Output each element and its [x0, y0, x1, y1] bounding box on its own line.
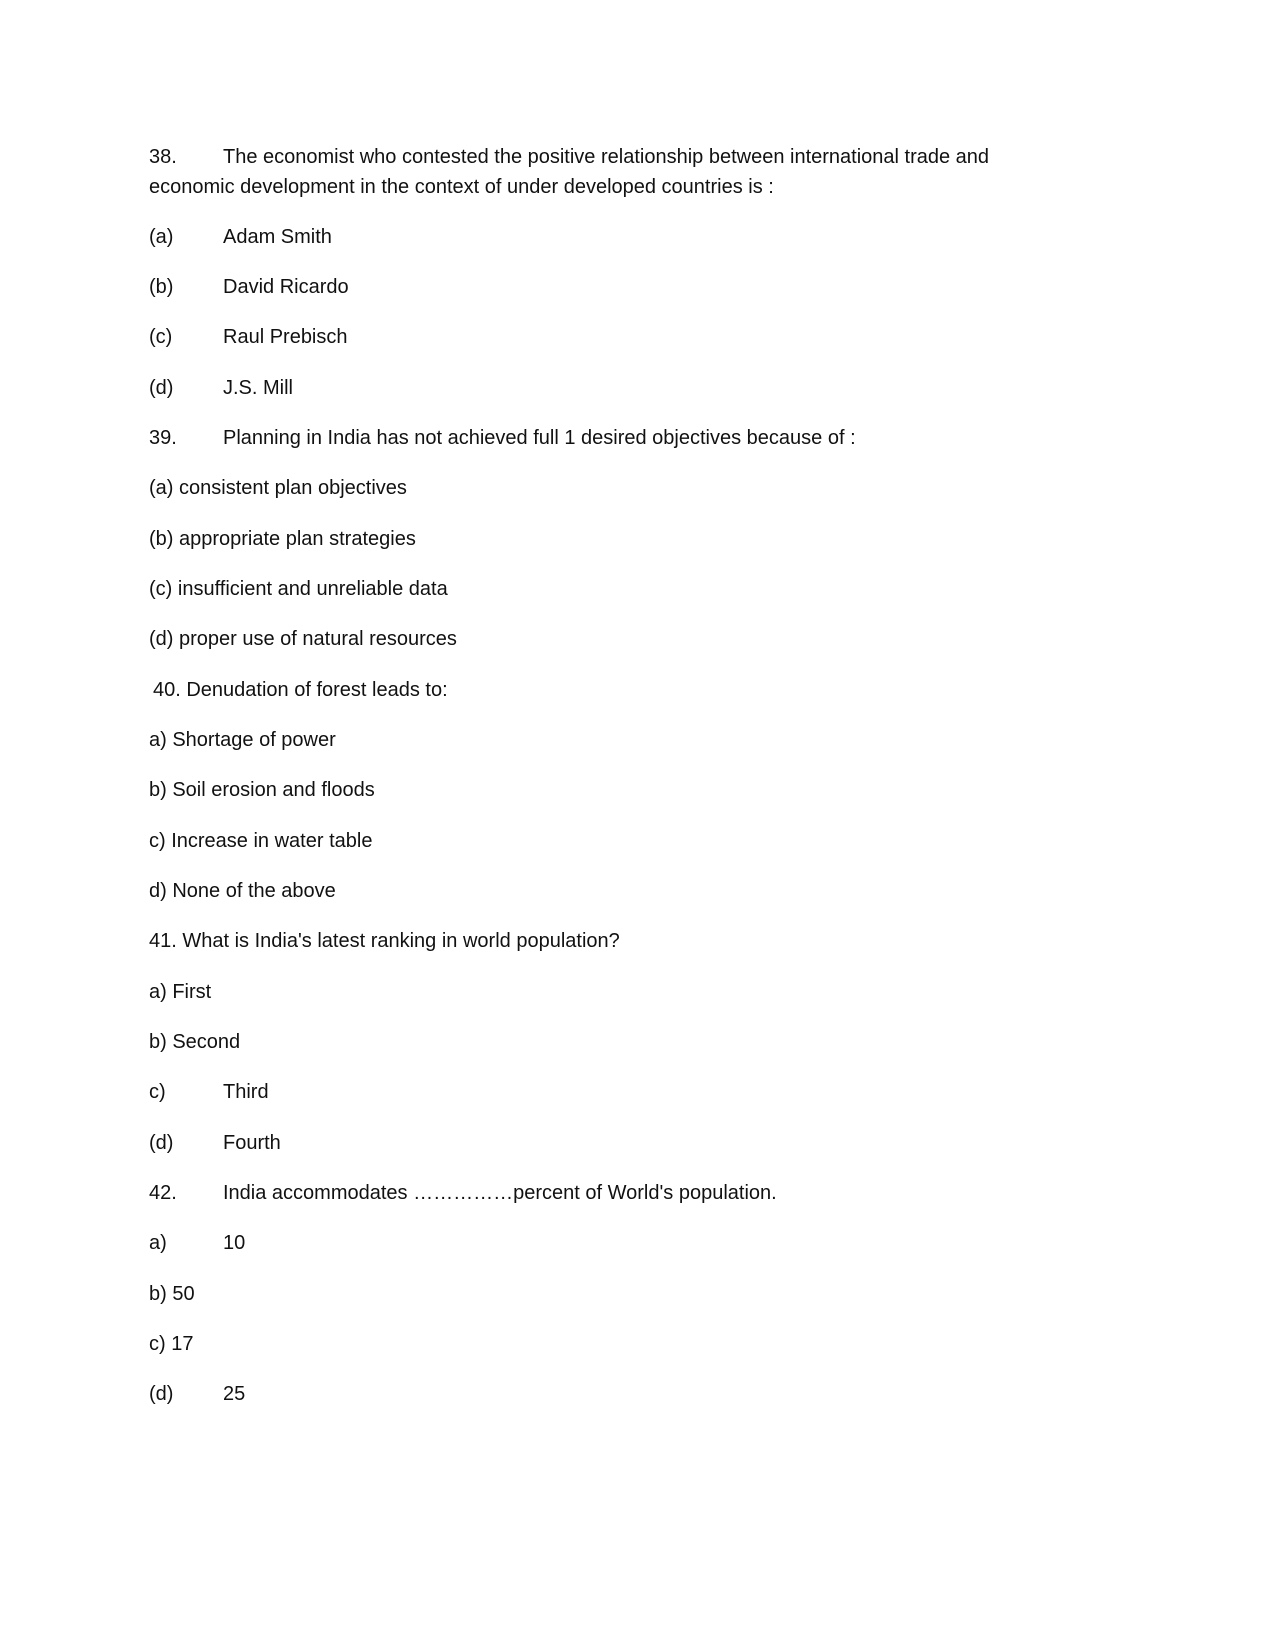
question-39: [149, 424, 856, 452]
question-42-number: 42.: [149, 1182, 177, 1204]
question-39-text: Planning in India has not achieved full 1 desired objectives because of :: [223, 427, 856, 449]
option-label: a): [149, 1232, 167, 1254]
option-label: (d): [149, 1383, 174, 1405]
option-text: 25: [223, 1383, 246, 1405]
question-40-option-c: c) Increase in water table: [149, 830, 373, 852]
question-40-text: 40. Denudation of forest leads to:: [153, 679, 448, 701]
question-38-option-a: [149, 223, 332, 251]
question-41-option-a: a) First: [149, 981, 212, 1003]
question-41-option-c: [149, 1078, 269, 1106]
question-42-option-d: [149, 1380, 245, 1408]
option-text: Third: [223, 1081, 269, 1103]
question-41-option-d: [149, 1129, 281, 1157]
question-42-option-b: b) 50: [149, 1283, 195, 1305]
question-40-option-a: a) Shortage of power: [149, 729, 336, 751]
question-39-option-b: (b) appropriate plan strategies: [149, 528, 416, 550]
option-label: (d): [149, 377, 174, 399]
option-text: David Ricardo: [223, 276, 349, 298]
question-38-option-c: [149, 323, 348, 351]
option-label: (a): [149, 226, 174, 248]
question-39-option-c: (c) insufficient and unreliable data: [149, 578, 448, 600]
question-42-option-a: [149, 1229, 245, 1257]
option-text: J.S. Mill: [223, 377, 293, 399]
question-38-number: 38.: [149, 146, 177, 168]
option-label: (c): [149, 326, 173, 348]
question-38-option-d: [149, 374, 293, 402]
option-text: 10: [223, 1232, 246, 1254]
option-label: c): [149, 1081, 166, 1103]
question-38-line1: [149, 143, 989, 171]
question-39-option-a: (a) consistent plan objectives: [149, 477, 407, 499]
question-41-text: 41. What is India's latest ranking in world population?: [149, 930, 620, 952]
question-41-option-b: b) Second: [149, 1031, 241, 1053]
question-39-option-d: (d) proper use of natural resources: [149, 628, 457, 650]
question-38-text-line1: The economist who contested the positive relationship between international trade and: [223, 146, 990, 168]
option-label: (d): [149, 1132, 174, 1154]
question-42-option-c: c) 17: [149, 1333, 194, 1355]
option-text: Fourth: [223, 1132, 281, 1154]
question-40-option-d: d) None of the above: [149, 880, 336, 902]
question-38-line2: economic development in the context of under developed countries is :: [149, 176, 774, 198]
question-42-text: India accommodates ……………percent of World's population.: [223, 1182, 777, 1204]
question-39-number: 39.: [149, 427, 177, 449]
question-40-option-b: b) Soil erosion and floods: [149, 779, 375, 801]
option-text: Adam Smith: [223, 226, 332, 248]
option-label: (b): [149, 276, 174, 298]
question-38-option-b: [149, 273, 349, 301]
option-text: Raul Prebisch: [223, 326, 348, 348]
question-42: [149, 1179, 777, 1207]
